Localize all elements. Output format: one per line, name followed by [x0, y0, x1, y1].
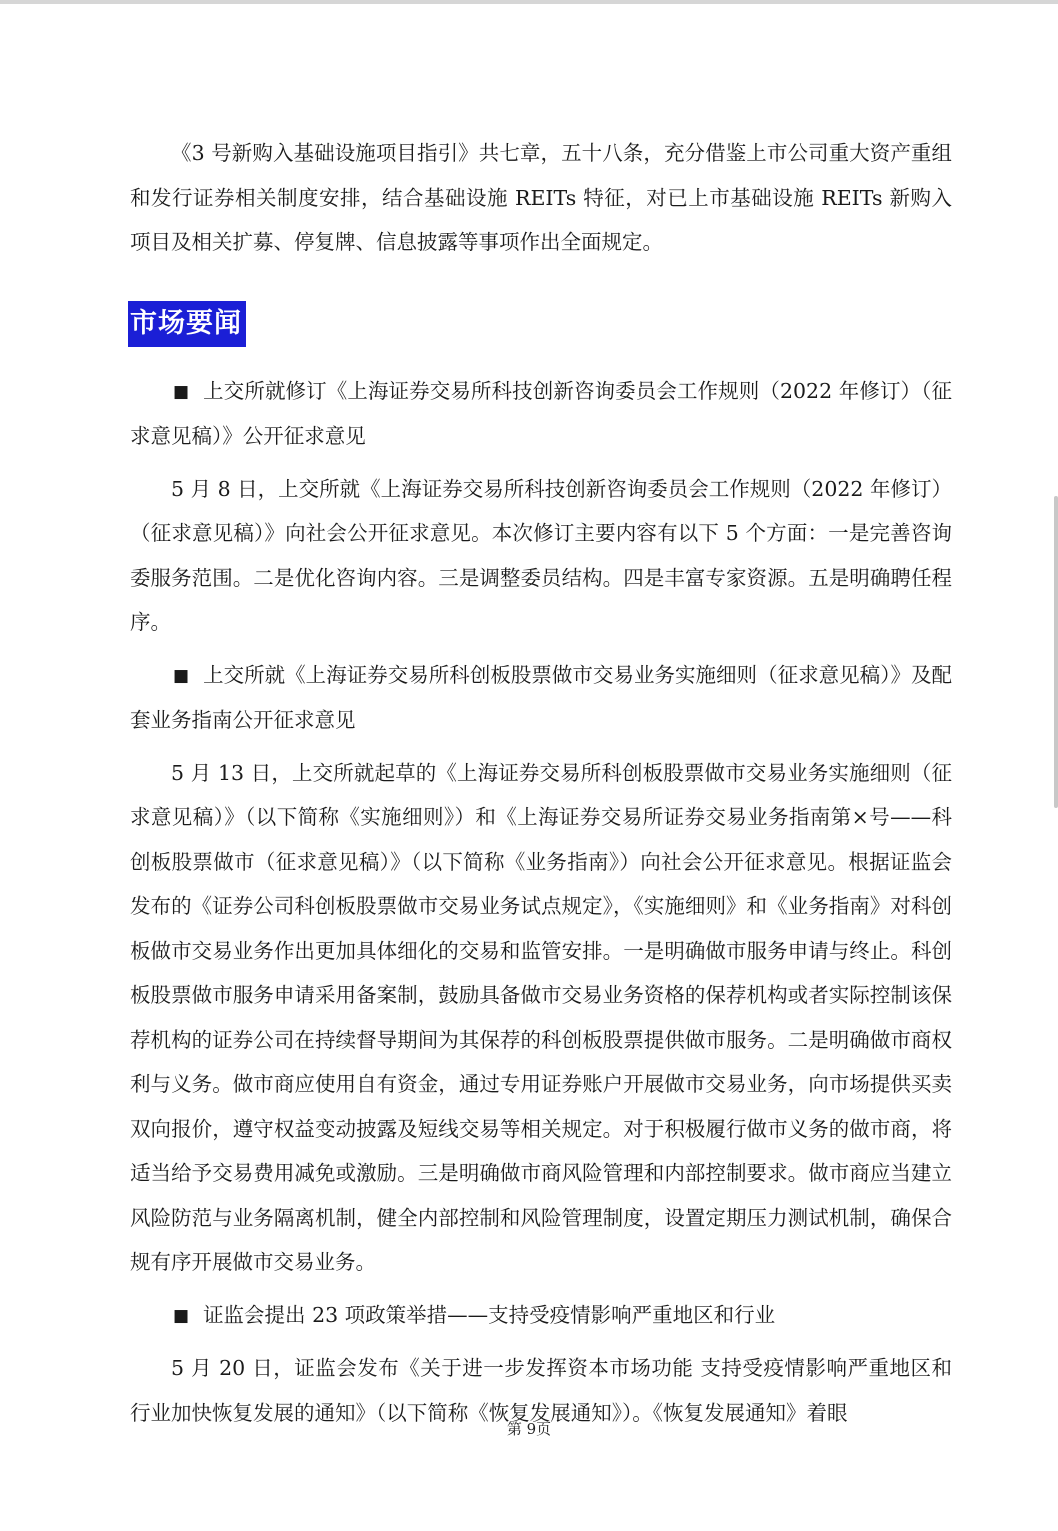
- news-title-3: [130, 1293, 952, 1339]
- news-body-1: 5 月 8 日，上交所就《上海证券交易所科技创新咨询委员会工作规则（2022 年修订）（征求意见稿）》向社会公开征求意见。本次修订主要内容有以下 5 个方面：一是完善咨询委服务范围。二是优化咨询内容。三是调整委员结构。四是丰富专家资源。五是明确聘任程序。: [130, 476, 952, 634]
- section-heading: [128, 301, 952, 347]
- news-title-text: 上交所就修订《上海证券交易所科技创新咨询委员会工作规则（2022 年修订）（征求意见稿）》公开征求意见: [130, 378, 952, 448]
- news-title-1: [130, 369, 952, 459]
- scrollbar-thumb[interactable]: [1054, 496, 1058, 808]
- page-number: 第 9页: [506, 1420, 552, 1438]
- bullet-square-icon: ■: [173, 381, 190, 402]
- bullet-square-icon: ■: [173, 1305, 190, 1326]
- news-title-2: [130, 653, 952, 743]
- section-heading-label: 市场要闻: [128, 301, 246, 347]
- intro-paragraph: 《3 号新购入基础设施项目指引》共七章，五十八条，充分借鉴上市公司重大资产重组和发行证券相关制度安排，结合基础设施 REITs 特征，对已上市基础设施 REITs 新购入项目及相关扩募、停复牌、信息披露等事项作出全面规定。: [130, 141, 952, 254]
- bullet-square-icon: ■: [173, 665, 190, 686]
- news-title-text: 证监会提出 23 项政策举措——支持受疫情影响严重地区和行业: [203, 1302, 776, 1327]
- news-body-3: 5 月 20 日，证监会发布《关于进一步发挥资本市场功能 支持受疫情影响严重地区和行业加快恢复发展的通知》（以下简称《恢复发展通知》）。《恢复发展通知》着眼: [130, 1356, 952, 1425]
- news-title-text: 上交所就《上海证券交易所科创板股票做市交易业务实施细则（征求意见稿）》及配套业务指南公开征求意见: [130, 662, 952, 732]
- page-content: [130, 131, 952, 1435]
- document-page: [0, 4, 1058, 1531]
- news-body-2: 5 月 13 日，上交所就起草的《上海证券交易所科创板股票做市交易业务实施细则（征求意见稿）》（以下简称《实施细则》）和《上海证券交易所证券交易业务指南第×号——科创板股票做市（征求意见稿）》（以下简称《业务指南》）向社会公开征求意见。根据证监会发布的《证券公司科创板股票做市交易业务试点规定》，《实施细则》和《业务指南》对科创板做市交易业务作出更加具体细化的交易和监管安排。一是明确做市服务申请与终止。科创板股票做市服务申请采用备案制，鼓励具备做市交易业务资格的保荐机构或者实际控制该保荐机构的证券公司在持续督导期间为其保荐的科创板股票提供做市服务。二是明确做市商权利与义务。做市商应使用自有资金，通过专用证券账户开展做市交易业务，向市场提供买卖双向报价，遵守权益变动披露及短线交易等相关规定。对于积极履行做市义务的做市商，将适当给予交易费用减免或激励。三是明确做市商风险管理和内部控制要求。做市商应当建立风险防范与业务隔离机制，健全内部控制和风险管理制度，设置定期压力测试机制，确保合规有序开展做市交易业务。: [130, 760, 952, 1274]
